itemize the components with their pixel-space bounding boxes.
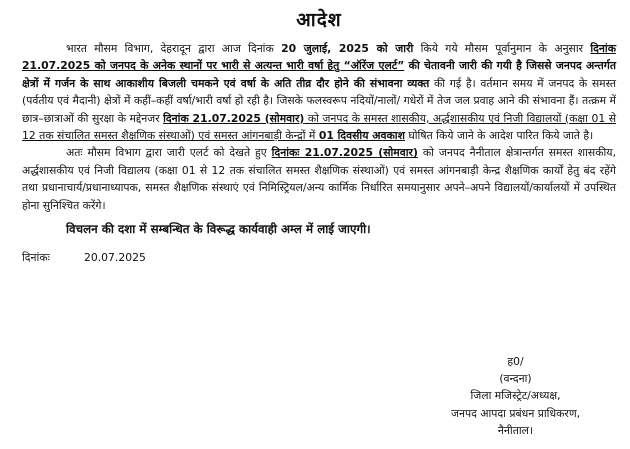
signatory-designation-2: जनपद आपदा प्रबंधन प्राधिकरण, (450, 406, 581, 420)
document-title: आदेश (296, 9, 342, 31)
closure-date-highlight: दिनांकः 21.07.2025 (सोमवार) (271, 146, 418, 160)
text-segment: किये गये मौसम पूर्वानुमान के अनुसार (413, 42, 591, 55)
schools-list-underlined: को जनपद के समस्त शासकीय, अर्द्धशासकीय एवं निजी विद्यालयों (कक्षा 01 से 12 तक संचालित समस्त शैक्षणिक संस्थाओं) एवं समस्त आंगनबाड़ी केन्द्रों में (22, 111, 616, 143)
holiday-duration-highlight: 01 दिवसीय अवकाश (318, 129, 405, 143)
order-paragraph-1 (22, 40, 616, 144)
holiday-date-highlight: दिनांक 21.07.2025 (सोमवार) (163, 111, 305, 125)
text-segment: भारत मौसम विभाग, देहरादून द्वारा आज दिनांक (66, 42, 282, 55)
order-date-row (22, 250, 616, 266)
order-paragraph-2 (22, 144, 616, 214)
text-segment: अतः मौसम विभाग द्वारा जारी एलर्ट को देखते हुए (66, 146, 272, 160)
text-segment: को जनपद नैनीताल क्षेत्रान्तर्गत समस्त शासकीय, अर्द्धशासकीय एवं निजी विद्यालय (कक्षा 01 से 12 तक संचालित समस्त शैक्षणिक संस्थाओं) एवं समस्त आंगनबाड़ी केन्द्र शैक्षणिक कार्यों हेतु बंद रहेंगे तथा प्रधानाचार्य/प्रधानाध्यापक, समस्त शैक्षणिक संस्थाएं एवं निमिस्ट्रियल/अन्य कार्मिक निर्धारित समयानुसार अपने–अपने विद्यालयों/कार्यालयों में उपस्थित होना सुनिश्चित करेंगे। (22, 146, 617, 212)
signatory-place: नैनीताल। (497, 423, 534, 437)
thunder-warning-bold: की चेतावनी जारी की गयी है जिससे जनपद अन्तर्गत क्षेत्रों में गर्जन के साथ आकाशीय बिजली चमकने एवं वर्षा के अति तीव्र दौर होने की संभावना व्यक्त (22, 59, 617, 90)
date-label: दिनांकः (22, 251, 50, 265)
penalty-warning: विचलन की दशा में सम्बन्धित के विरूद्ध कार्यवाही अम्ल में लाई जाएगी। (66, 222, 371, 237)
signature-block (413, 353, 618, 439)
text-segment: घोषित किये जाने के आदेश पारित किये जाते है। (404, 129, 594, 143)
signature-sd: ह0/ (507, 355, 524, 368)
text-segment: की गई है। वर्तमान समय में जनपद के समस्त (पर्वतीय एवं मैदानी) क्षेत्रों में कहीं–कहीं वर्षा/भारी वर्षा हो रही है। जिसके फलस्वरूप नदियों/नालों/ गधेरों में तेज जल प्रवाह आने की संभावना हैं। तत्क्रम में छात्र–छात्राओं की सुरक्षा के मद्देनजर (22, 76, 616, 125)
orange-alert-highlight: दिनांक 21.07.2025 को जनपद के अनेक स्थानों पर भारी से अत्यन्त भारी वर्षा हेतु “ऑरेंज एलर्ट” (22, 42, 617, 73)
signatory-name: (वन्दना) (499, 372, 532, 386)
signatory-designation-1: जिला मजिस्ट्रेट/अध्यक्ष, (470, 389, 561, 403)
issue-date-bold: 20 जुलाई, 2025 को जारी (281, 42, 414, 55)
date-value: 20.07.2025 (84, 251, 146, 265)
